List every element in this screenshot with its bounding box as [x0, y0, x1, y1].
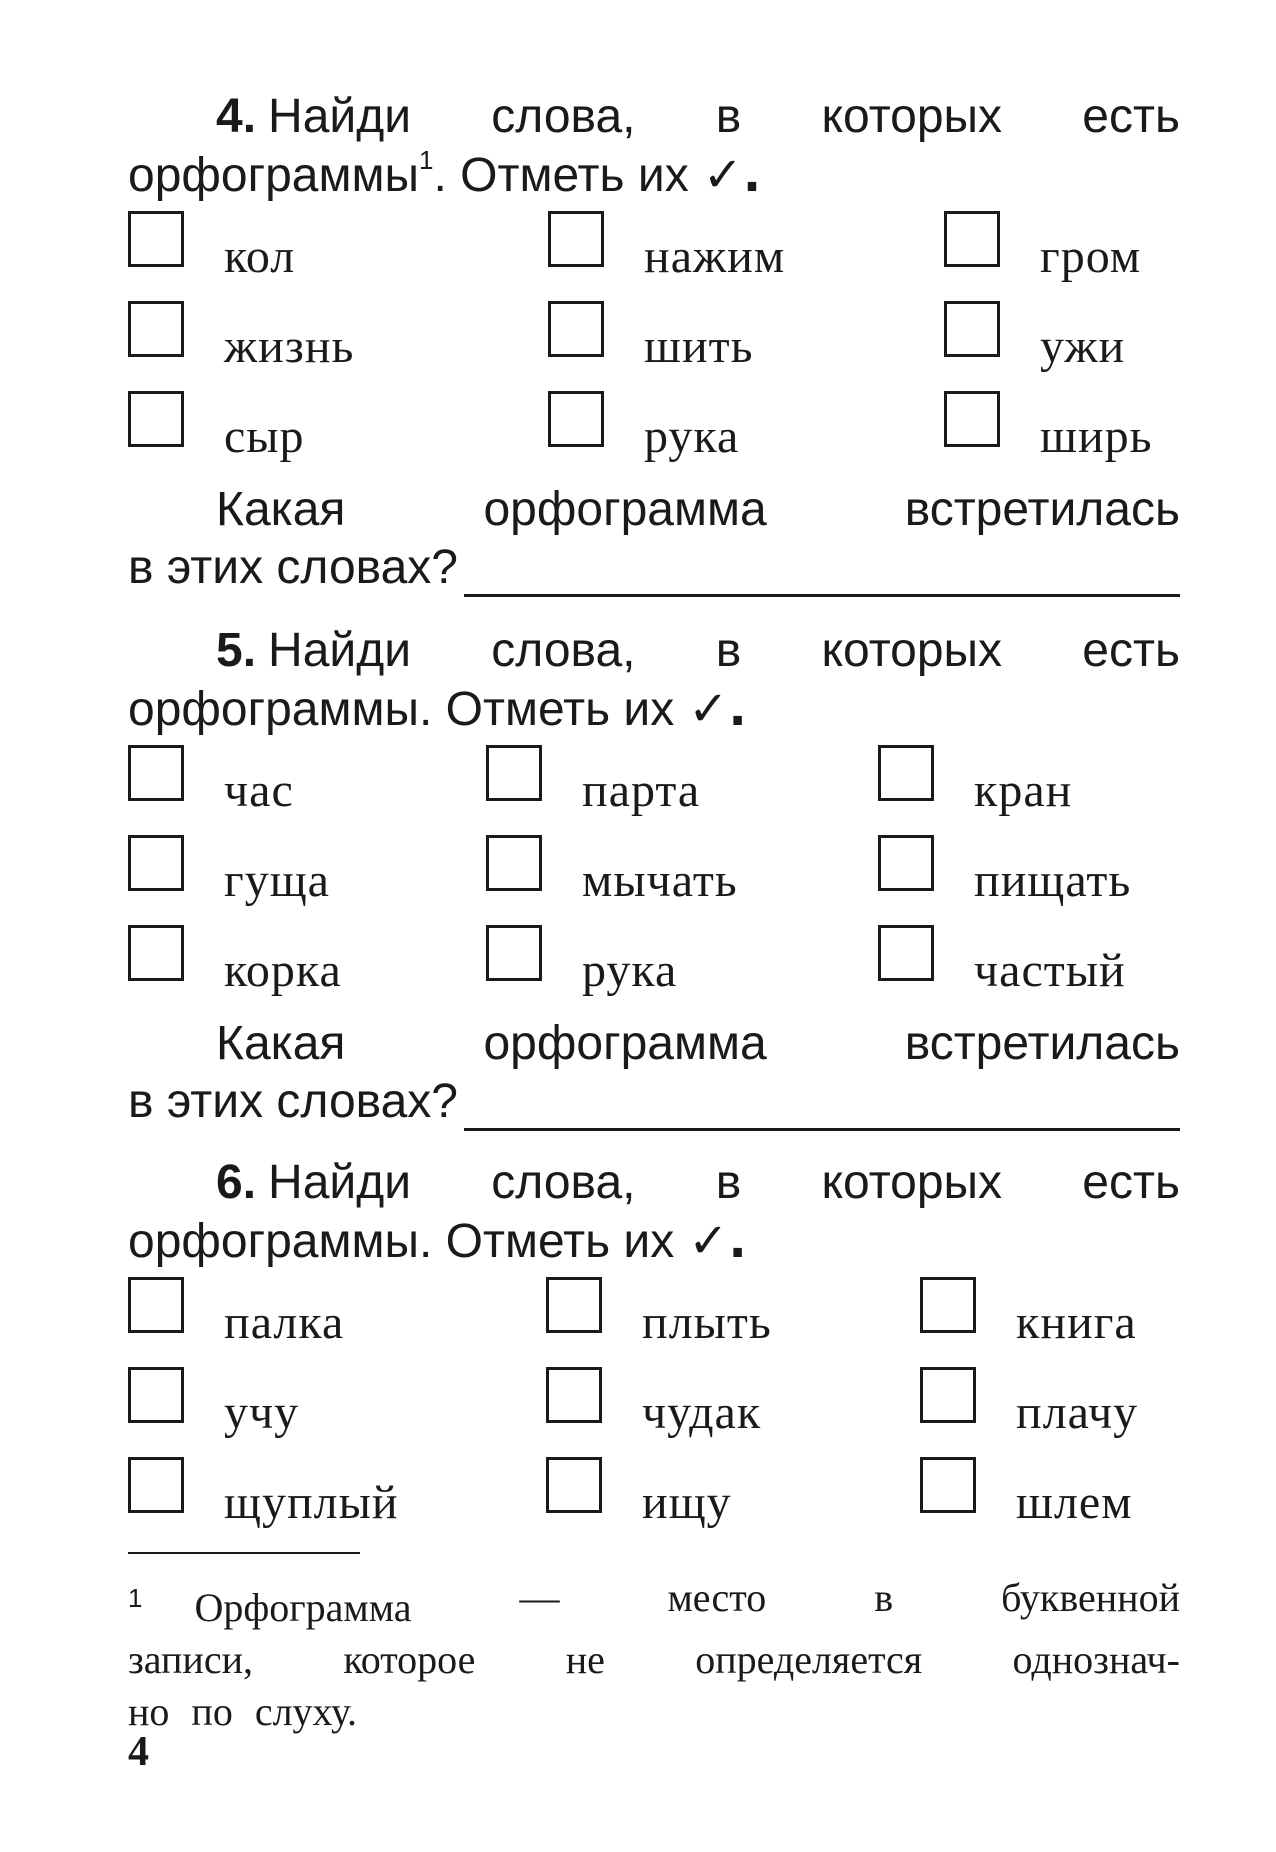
word-label: книга	[1016, 1296, 1137, 1349]
footnote-word: которое	[343, 1637, 476, 1682]
word-label: плыть	[642, 1296, 772, 1349]
word-label: щуплый	[224, 1476, 399, 1529]
word-option[interactable]	[878, 745, 1072, 819]
heading-word: есть	[1082, 1156, 1180, 1209]
task-number: 4.	[216, 90, 257, 143]
question-word: орфограмма	[483, 1017, 767, 1070]
footnote-marker: 1	[128, 1583, 143, 1613]
heading-word: орфограммы	[128, 1215, 419, 1268]
checkbox[interactable]	[878, 835, 934, 891]
word-label: ширь	[1040, 410, 1153, 463]
checkbox[interactable]	[920, 1277, 976, 1333]
checkbox[interactable]	[548, 301, 604, 357]
word-option[interactable]	[128, 1367, 299, 1441]
word-option[interactable]	[944, 211, 1141, 285]
question	[128, 1015, 1180, 1131]
word-option[interactable]	[128, 835, 330, 909]
word-label: жизнь	[224, 320, 355, 373]
word-option[interactable]	[920, 1367, 1138, 1441]
checkbox[interactable]	[944, 391, 1000, 447]
checkbox[interactable]	[128, 1277, 184, 1333]
word-label: чудак	[642, 1386, 762, 1439]
word-option[interactable]	[944, 391, 1153, 465]
footnote-word: но	[128, 1689, 170, 1734]
heading-word: орфограммы	[128, 149, 419, 202]
footnote-divider	[128, 1552, 360, 1554]
word-option[interactable]	[546, 1277, 772, 1351]
word-label: рука	[582, 944, 678, 997]
checkbox[interactable]	[548, 391, 604, 447]
word-label: шлем	[1016, 1476, 1133, 1529]
footnote-word: буквенной	[1001, 1575, 1180, 1620]
footnote-word: место	[667, 1575, 767, 1620]
checkbox[interactable]	[128, 211, 184, 267]
word-option[interactable]	[128, 745, 294, 819]
task-6	[128, 1154, 1180, 1547]
word-label: ужи	[1040, 320, 1126, 373]
word-option[interactable]	[486, 925, 677, 999]
checkbox[interactable]	[128, 745, 184, 801]
checkbox[interactable]	[920, 1367, 976, 1423]
heading-word: орфограммы	[128, 683, 419, 736]
word-option[interactable]	[944, 301, 1125, 375]
checkmark-icon: ✓.	[702, 147, 762, 203]
word-option[interactable]	[920, 1457, 1133, 1531]
word-label: корка	[224, 944, 342, 997]
footnote-word: —	[519, 1575, 560, 1620]
word-option[interactable]	[128, 301, 354, 375]
word-option[interactable]	[546, 1367, 761, 1441]
heading-word: которых	[821, 624, 1003, 677]
heading-word: есть	[1082, 624, 1180, 677]
word-label: учу	[224, 1386, 300, 1439]
footnote-word: по	[191, 1689, 233, 1734]
word-grid	[128, 745, 1180, 1015]
question-word: встретилась	[904, 483, 1180, 536]
checkbox[interactable]	[878, 925, 934, 981]
task-4	[128, 88, 1180, 597]
word-label: парта	[582, 764, 701, 817]
heading-word: слова,	[491, 624, 636, 677]
checkmark-icon: ✓.	[688, 1213, 747, 1269]
checkbox[interactable]	[128, 1457, 184, 1513]
checkbox[interactable]	[128, 835, 184, 891]
word-label: рука	[644, 410, 740, 463]
checkbox[interactable]	[128, 391, 184, 447]
word-option[interactable]	[128, 1457, 399, 1531]
word-label: плачу	[1016, 1386, 1139, 1439]
checkbox[interactable]	[878, 745, 934, 801]
question-text: в этих словах?	[128, 541, 458, 594]
word-label: шить	[644, 320, 754, 373]
footnote-word: однознач-	[1012, 1637, 1180, 1682]
question	[128, 481, 1180, 597]
word-option[interactable]	[486, 835, 738, 909]
checkbox[interactable]	[128, 301, 184, 357]
word-label: гром	[1040, 230, 1142, 283]
checkbox[interactable]	[486, 925, 542, 981]
word-option[interactable]	[878, 835, 1131, 909]
word-label: пищать	[974, 854, 1132, 907]
footnote	[128, 1572, 1180, 1738]
question-word: орфограмма	[483, 483, 767, 536]
word-label: нажим	[644, 230, 786, 283]
heading-word: которых	[821, 90, 1003, 143]
heading-word: слова,	[491, 1156, 636, 1209]
word-label: гуща	[224, 854, 330, 907]
heading-word: в	[715, 1156, 742, 1209]
heading-word: слова,	[491, 90, 636, 143]
word-option[interactable]	[878, 925, 1126, 999]
checkbox[interactable]	[546, 1457, 602, 1513]
question-word: Какая	[216, 483, 346, 536]
footnote-word: определяется	[695, 1637, 923, 1682]
checkbox[interactable]	[128, 1367, 184, 1423]
heading-word: в	[715, 624, 742, 677]
checkbox[interactable]	[920, 1457, 976, 1513]
word-option[interactable]	[128, 925, 342, 999]
checkbox[interactable]	[546, 1367, 602, 1423]
word-label: кол	[224, 230, 296, 283]
question-word: встретилась	[904, 1017, 1180, 1070]
checkbox[interactable]	[548, 211, 604, 267]
task-heading	[128, 622, 1180, 739]
heading-instruction: . Отметь их	[433, 149, 689, 202]
word-label: мычать	[582, 854, 738, 907]
checkbox[interactable]	[486, 745, 542, 801]
footnote-word: слуху.	[254, 1689, 357, 1734]
word-option[interactable]	[920, 1277, 1137, 1351]
heading-instruction: . Отметь их	[418, 1215, 675, 1268]
word-option[interactable]	[128, 211, 295, 285]
word-label: ищу	[642, 1476, 732, 1529]
task-number: 6.	[216, 1156, 257, 1209]
answer-line[interactable]	[464, 550, 1180, 597]
word-option[interactable]	[546, 1457, 732, 1531]
task-heading	[128, 1154, 1180, 1271]
page-number: 4	[128, 1729, 149, 1775]
word-option[interactable]	[128, 391, 305, 465]
word-label: сыр	[224, 410, 305, 463]
word-grid	[128, 1277, 1180, 1547]
footnote-word: не	[565, 1637, 605, 1682]
word-option[interactable]	[128, 1277, 344, 1351]
word-option[interactable]	[548, 391, 739, 465]
word-option[interactable]	[548, 211, 785, 285]
word-label: палка	[224, 1296, 345, 1349]
checkbox[interactable]	[486, 835, 542, 891]
footnote-word: в	[874, 1575, 894, 1620]
heading-word: Найди	[268, 1156, 412, 1209]
answer-line[interactable]	[464, 1084, 1180, 1131]
heading-word: в	[715, 90, 742, 143]
footnote-word: Орфограмма	[194, 1585, 412, 1630]
word-label: кран	[974, 764, 1073, 817]
heading-word: которых	[821, 1156, 1003, 1209]
word-option[interactable]	[548, 301, 754, 375]
checkmark-icon: ✓.	[688, 681, 747, 737]
task-5	[128, 622, 1180, 1131]
question-word: Какая	[216, 1017, 346, 1070]
checkbox[interactable]	[128, 925, 184, 981]
heading-word: есть	[1082, 90, 1180, 143]
word-label: час	[224, 764, 294, 817]
question-text: в этих словах?	[128, 1075, 458, 1128]
heading-instruction: . Отметь их	[418, 683, 675, 736]
heading-word: Найди	[268, 90, 412, 143]
checkbox[interactable]	[546, 1277, 602, 1333]
checkbox[interactable]	[944, 301, 1000, 357]
task-number: 5.	[216, 624, 257, 677]
word-option[interactable]	[486, 745, 700, 819]
checkbox[interactable]	[944, 211, 1000, 267]
heading-word: Найди	[268, 624, 412, 677]
word-label: частый	[974, 944, 1126, 997]
word-grid	[128, 211, 1180, 481]
footnote-word: записи,	[128, 1637, 253, 1682]
footnote-reference: 1	[418, 145, 434, 175]
task-heading	[128, 88, 1180, 205]
